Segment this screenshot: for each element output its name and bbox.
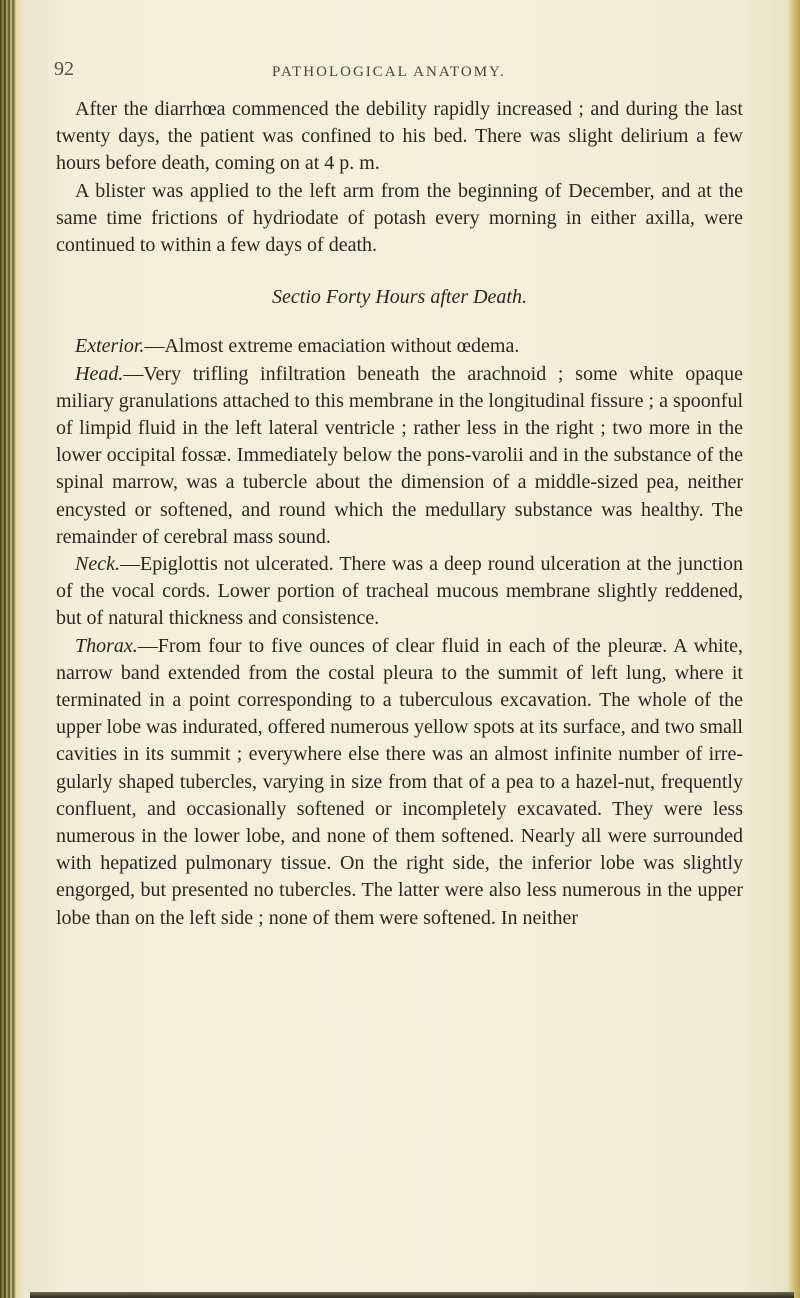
paragraph-thorax	[56, 633, 743, 932]
paragraph-head	[56, 361, 743, 551]
page-number: 92	[54, 58, 74, 80]
head-label: Head.	[75, 362, 124, 385]
paragraph-exterior	[56, 333, 743, 360]
thorax-text: —From four to five ounces of clear fluid in each of the pleuræ. A white, narrow band extended from the costal pleura to the summit of left lung, where it terminated in a point corresponding to a tuberculous excavation. The whole of the upper lobe was indurated, offered numerous yellow spots at its surface, and two small cavities in its summit ; everywhere else there was an almost infinite number of irregularly shaped tubercles, varying in size from that of a pea to a hazel-nut, frequently confluent, and occasionally softened or incompletely excavated. They were less numerous in the lower lobe, and none of them softened. Nearly all were surrounded with hepatized pulmonary tissue. On the right side, the inferior lobe was slightly engorged, but presented no tubercles. The latter were also less numerous in the upper lobe than on the left side ; none of them were softened. In neither	[56, 634, 743, 929]
book-spine-edge	[0, 0, 26, 1298]
page-right-edge	[786, 0, 800, 1298]
paragraph-neck	[56, 551, 743, 633]
bottom-shadow-rule	[30, 1292, 794, 1298]
exterior-label: Exterior.	[75, 335, 145, 358]
paragraph-blister: A blister was applied to the left arm from the beginning of December, and at the same time frictions of hydriodate of potash every morning in either axilla, were continued to within a few days of death.	[56, 179, 743, 257]
thorax-label: Thorax.	[75, 634, 138, 657]
section-heading: Sectio Forty Hours after Death.	[272, 286, 527, 309]
neck-label: Neck.	[75, 553, 120, 576]
neck-text: —Epiglottis not ulcerated. There was a deep round ulceration at the junction of the vocal cords. Lower portion of tracheal mucous membrane slightly reddened, but of natural thickness and consistence.	[56, 553, 743, 630]
head-text: —Very trifling infiltration beneath the arachnoid ; some white opaque miliary granulations attached to this membrane in the longitudinal fissure ; a spoonful of limpid fluid in the left lateral ventricle ; rather less in the right ; two more in the lower occipital fossæ. Immediately below the pons-varolii and in the substance of the spinal marrow, was a tubercle about the dimension of a middle-sized pea, neither encysted or softened, and round which the medullary substance was healthy. The remainder of cerebral mass sound.	[56, 362, 743, 548]
exterior-text: —Almost extreme emaciation without œdema.	[144, 335, 520, 358]
running-head: PATHOLOGICAL ANATOMY.	[272, 64, 506, 80]
page-body	[56, 96, 743, 932]
paragraph-diarrhoea: After the diarrhœa commenced the debility rapidly increased ; and during the last twenty days, the patient was confined to his bed. There was slight delirium a few hours before death, coming on at 4 p. m.	[56, 98, 743, 175]
